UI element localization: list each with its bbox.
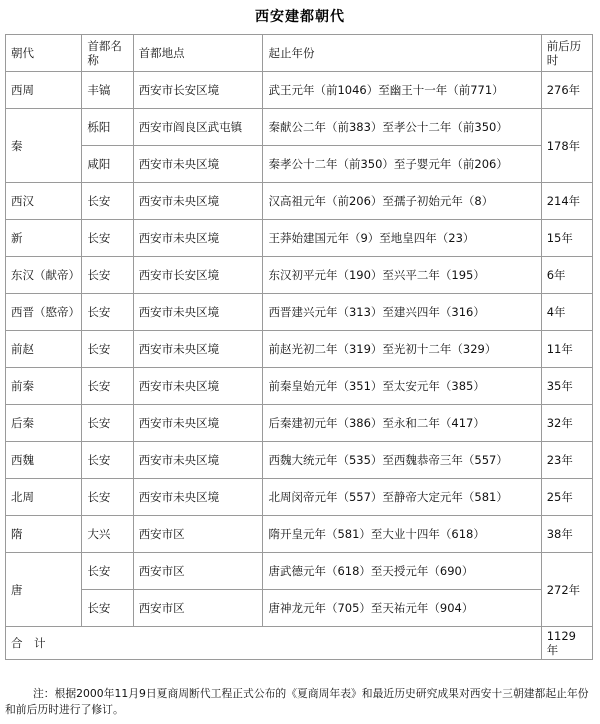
cell-dynasty: 东汉（献帝） <box>6 257 82 294</box>
cell-dynasty: 秦 <box>6 109 82 183</box>
cell-years: 隋开皇元年（581）至大业十四年（618） <box>263 516 541 553</box>
cell-location: 西安市未央区境 <box>133 368 263 405</box>
table-row <box>6 553 593 590</box>
cell-location: 西安市未央区境 <box>133 146 263 183</box>
cell-capital: 长安 <box>82 553 133 590</box>
cell-capital: 长安 <box>82 294 133 331</box>
header-location: 首都地点 <box>133 35 263 72</box>
table-row <box>6 405 593 442</box>
cell-capital: 长安 <box>82 220 133 257</box>
table-row <box>6 331 593 368</box>
cell-duration: 4年 <box>541 294 592 331</box>
cell-location: 西安市未央区境 <box>133 331 263 368</box>
table-row <box>6 516 593 553</box>
cell-years: 武王元年（前1046）至幽王十一年（前771） <box>263 72 541 109</box>
cell-years: 北周闵帝元年（557）至静帝大定元年（581） <box>263 479 541 516</box>
cell-capital: 长安 <box>82 590 133 627</box>
table-row <box>6 442 593 479</box>
header-years: 起止年份 <box>263 35 541 72</box>
total-row <box>6 627 593 660</box>
cell-capital: 长安 <box>82 442 133 479</box>
total-duration: 1129年 <box>541 627 592 660</box>
cell-dynasty: 前赵 <box>6 331 82 368</box>
cell-location: 西安市未央区境 <box>133 405 263 442</box>
header-capital: 首都名称 <box>82 35 133 72</box>
footnote: 注：根据2000年11月9日夏商周断代工程正式公布的《夏商周年表》和最近历史研究成果对西安十三朝建都起止年份和前后历时进行了修订。 <box>5 687 589 716</box>
cell-duration: 272年 <box>541 553 592 627</box>
cell-years: 后秦建初元年（386）至永和二年（417） <box>263 405 541 442</box>
cell-location: 西安市未央区境 <box>133 442 263 479</box>
table-row <box>6 294 593 331</box>
cell-years: 王莽始建国元年（9）至地皇四年（23） <box>263 220 541 257</box>
cell-years: 前秦皇始元年（351）至太安元年（385） <box>263 368 541 405</box>
cell-duration: 11年 <box>541 331 592 368</box>
cell-capital: 咸阳 <box>82 146 133 183</box>
cell-duration: 38年 <box>541 516 592 553</box>
cell-dynasty: 唐 <box>6 553 82 627</box>
cell-years: 唐神龙元年（705）至天祐元年（904） <box>263 590 541 627</box>
cell-dynasty: 西汉 <box>6 183 82 220</box>
cell-dynasty: 西周 <box>6 72 82 109</box>
table-row <box>6 183 593 220</box>
cell-location: 西安市未央区境 <box>133 183 263 220</box>
cell-location: 西安市长安区境 <box>133 72 263 109</box>
cell-duration: 15年 <box>541 220 592 257</box>
cell-capital: 长安 <box>82 331 133 368</box>
table-row <box>6 257 593 294</box>
cell-duration: 276年 <box>541 72 592 109</box>
cell-dynasty: 新 <box>6 220 82 257</box>
cell-years: 东汉初平元年（190）至兴平二年（195） <box>263 257 541 294</box>
header-duration: 前后历时 <box>541 35 592 72</box>
cell-location: 西安市阎良区武屯镇 <box>133 109 263 146</box>
table-row <box>6 479 593 516</box>
table-row <box>6 146 593 183</box>
table-row <box>6 590 593 627</box>
cell-location: 西安市区 <box>133 553 263 590</box>
cell-capital: 长安 <box>82 368 133 405</box>
cell-capital: 长安 <box>82 479 133 516</box>
cell-years: 汉高祖元年（前206）至孺子初始元年（8） <box>263 183 541 220</box>
cell-duration: 6年 <box>541 257 592 294</box>
cell-years: 秦孝公十二年（前350）至子婴元年（前206） <box>263 146 541 183</box>
cell-location: 西安市长安区境 <box>133 257 263 294</box>
table-title: 西安建都朝代 <box>255 9 345 25</box>
cell-location: 西安市未央区境 <box>133 220 263 257</box>
cell-location: 西安市区 <box>133 590 263 627</box>
cell-capital: 大兴 <box>82 516 133 553</box>
cell-duration: 32年 <box>541 405 592 442</box>
cell-duration: 23年 <box>541 442 592 479</box>
cell-capital: 长安 <box>82 257 133 294</box>
cell-years: 秦献公二年（前383）至孝公十二年（前350） <box>263 109 541 146</box>
header-row <box>6 35 593 72</box>
cell-dynasty: 西魏 <box>6 442 82 479</box>
cell-capital: 长安 <box>82 405 133 442</box>
cell-duration: 25年 <box>541 479 592 516</box>
total-label: 合 计 <box>6 627 542 660</box>
cell-years: 前赵光初二年（319）至光初十二年（329） <box>263 331 541 368</box>
table-row <box>6 109 593 146</box>
cell-years: 西晋建兴元年（313）至建兴四年（316） <box>263 294 541 331</box>
cell-dynasty: 隋 <box>6 516 82 553</box>
cell-location: 西安市区 <box>133 516 263 553</box>
dynasty-table <box>5 34 593 660</box>
cell-dynasty: 前秦 <box>6 368 82 405</box>
header-dynasty: 朝代 <box>6 35 82 72</box>
cell-years: 西魏大统元年（535）至西魏恭帝三年（557） <box>263 442 541 479</box>
cell-dynasty: 西晋（愍帝） <box>6 294 82 331</box>
cell-location: 西安市未央区境 <box>133 294 263 331</box>
cell-capital: 长安 <box>82 183 133 220</box>
cell-duration: 178年 <box>541 109 592 183</box>
cell-duration: 35年 <box>541 368 592 405</box>
cell-dynasty: 北周 <box>6 479 82 516</box>
cell-duration: 214年 <box>541 183 592 220</box>
cell-capital: 丰镐 <box>82 72 133 109</box>
table-row <box>6 368 593 405</box>
cell-dynasty: 后秦 <box>6 405 82 442</box>
table-row <box>6 220 593 257</box>
table-row <box>6 72 593 109</box>
cell-years: 唐武德元年（618）至天授元年（690） <box>263 553 541 590</box>
cell-capital: 栎阳 <box>82 109 133 146</box>
cell-location: 西安市未央区境 <box>133 479 263 516</box>
